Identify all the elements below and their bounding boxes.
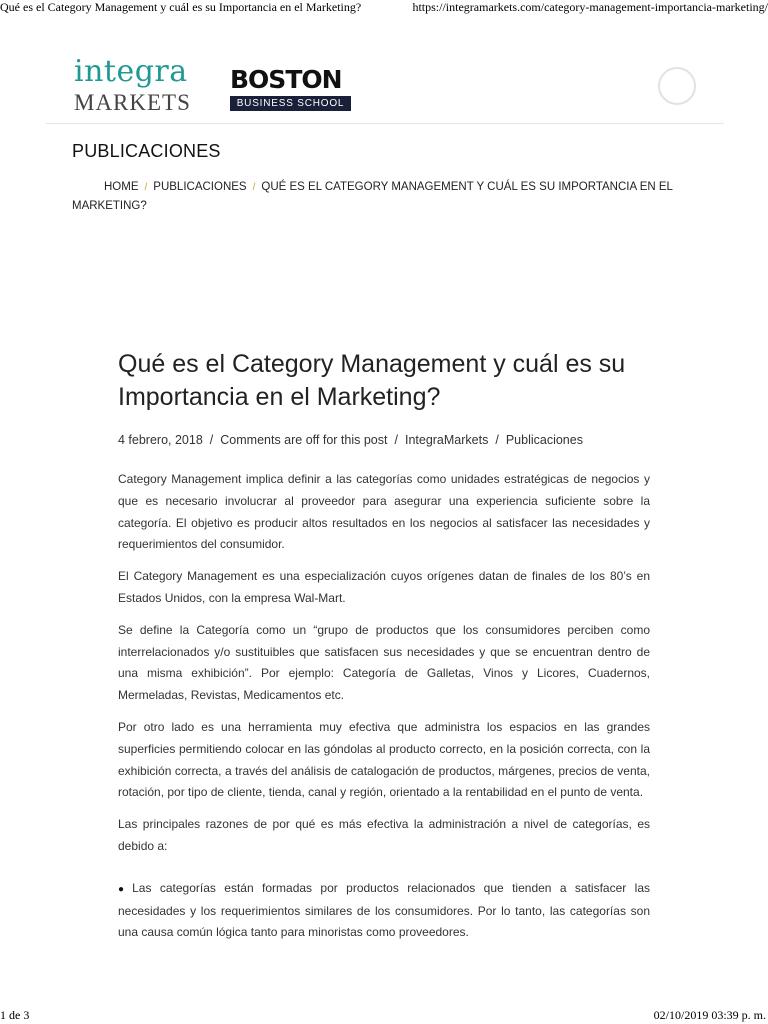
breadcrumb bbox=[72, 178, 692, 214]
article-paragraph: Las principales razones de por qué es más efectiva la administración a nivel de categorías, es debido a: bbox=[118, 817, 650, 853]
article-body bbox=[118, 469, 650, 944]
author-link[interactable]: IntegraMarkets bbox=[404, 433, 489, 447]
print-header bbox=[0, 0, 768, 16]
page-count: 1 de 3 bbox=[0, 1008, 30, 1022]
bullet-item bbox=[118, 878, 650, 944]
markets-logo-word: MARKETS bbox=[74, 90, 191, 115]
bullet-dot-icon: ● bbox=[118, 883, 130, 895]
integra-logo-word: integra bbox=[74, 54, 188, 89]
breadcrumb-separator: / bbox=[144, 182, 148, 193]
breadcrumb-home-link[interactable]: HOME bbox=[104, 181, 139, 193]
breadcrumb-current-page: QUÉ ES EL CATEGORY MANAGEMENT Y CUÁL ES SU IMPORTANCIA EN EL MARKETING? bbox=[72, 181, 673, 212]
article-paragraph: Category Management implica definir a las categorías como unidades estratégicas de negocios y que es necesario involucrar al proveedor para asegurar una experiencia suficiente sobre la categoría. El objetivo es producir altos resultados en los negocios al satisfacer las necesidades y requerimientos del consumidor. bbox=[118, 472, 650, 552]
print-page-url: https://integramarkets.com/category-management-importancia-marketing/ bbox=[412, 0, 768, 14]
print-datetime: 02/10/2019 03:39 p. m. bbox=[653, 1008, 766, 1022]
section-title: PUBLICACIONES bbox=[72, 141, 221, 161]
breadcrumb-publicaciones-link[interactable]: PUBLICACIONES bbox=[153, 181, 247, 193]
print-page-title: Qué es el Category Management y cuál es su Importancia en el Marketing? bbox=[0, 0, 362, 14]
bullet-text: Las categorías están formadas por productos relacionados que tienden a satisfacer las necesidades y los requerimientos similares de los consumidores. Por lo tanto, las categorías son una causa común lógica tanto para minoristas como proveedores. bbox=[118, 880, 651, 940]
business-school-logo-band: BUSINESS SCHOOL bbox=[230, 96, 351, 111]
article-title: Qué es el Category Management y cuál es su Importancia en el Marketing? bbox=[118, 350, 626, 411]
article bbox=[118, 348, 650, 954]
category-link[interactable]: Publicaciones bbox=[505, 433, 583, 447]
integra-markets-logo[interactable] bbox=[74, 55, 192, 117]
header-divider bbox=[46, 123, 724, 124]
comments-status: Comments are off for this post bbox=[220, 433, 388, 447]
article-paragraph: Se define la Categoría como un “grupo de productos que los consumidores perciben como interrelacionados y/o sustituibles que satisfacen sus necesidades y que se encuentran dentro de una misma exhibición”. Por ejemplo: Categoría de Galletas, Vinos y Licores, Cuadernos, Mermeladas, Revistas, Medicamentos etc. bbox=[118, 622, 650, 703]
menu-toggle-button[interactable] bbox=[658, 67, 696, 105]
print-footer bbox=[0, 1008, 768, 1024]
breadcrumb-separator: / bbox=[252, 182, 256, 193]
meta-separator: / bbox=[394, 433, 398, 447]
article-meta bbox=[118, 432, 650, 448]
article-paragraph: El Category Management es una especialización cuyos orígenes datan de finales de los 80’s en Estados Unidos, con la empresa Wal-Mart. bbox=[118, 569, 650, 605]
boston-logo-word: BOSTON bbox=[230, 65, 342, 94]
meta-separator: / bbox=[209, 433, 214, 447]
post-date: 4 febrero, 2018 bbox=[118, 433, 203, 447]
meta-separator: / bbox=[495, 433, 499, 447]
article-paragraph: Por otro lado es una herramienta muy efectiva que administra los espacios en las grandes superficies permitiendo colocar en las góndolas al producto correcto, en la posición correcta, con la exhibición correcta, a través del análisis de catalogación de productos, márgenes, precios de venta, rotación, por tipo de cliente, tienda, canal y región, orientado a la rentabilidad en el punto de venta. bbox=[118, 719, 650, 800]
boston-business-school-logo[interactable] bbox=[230, 66, 354, 114]
